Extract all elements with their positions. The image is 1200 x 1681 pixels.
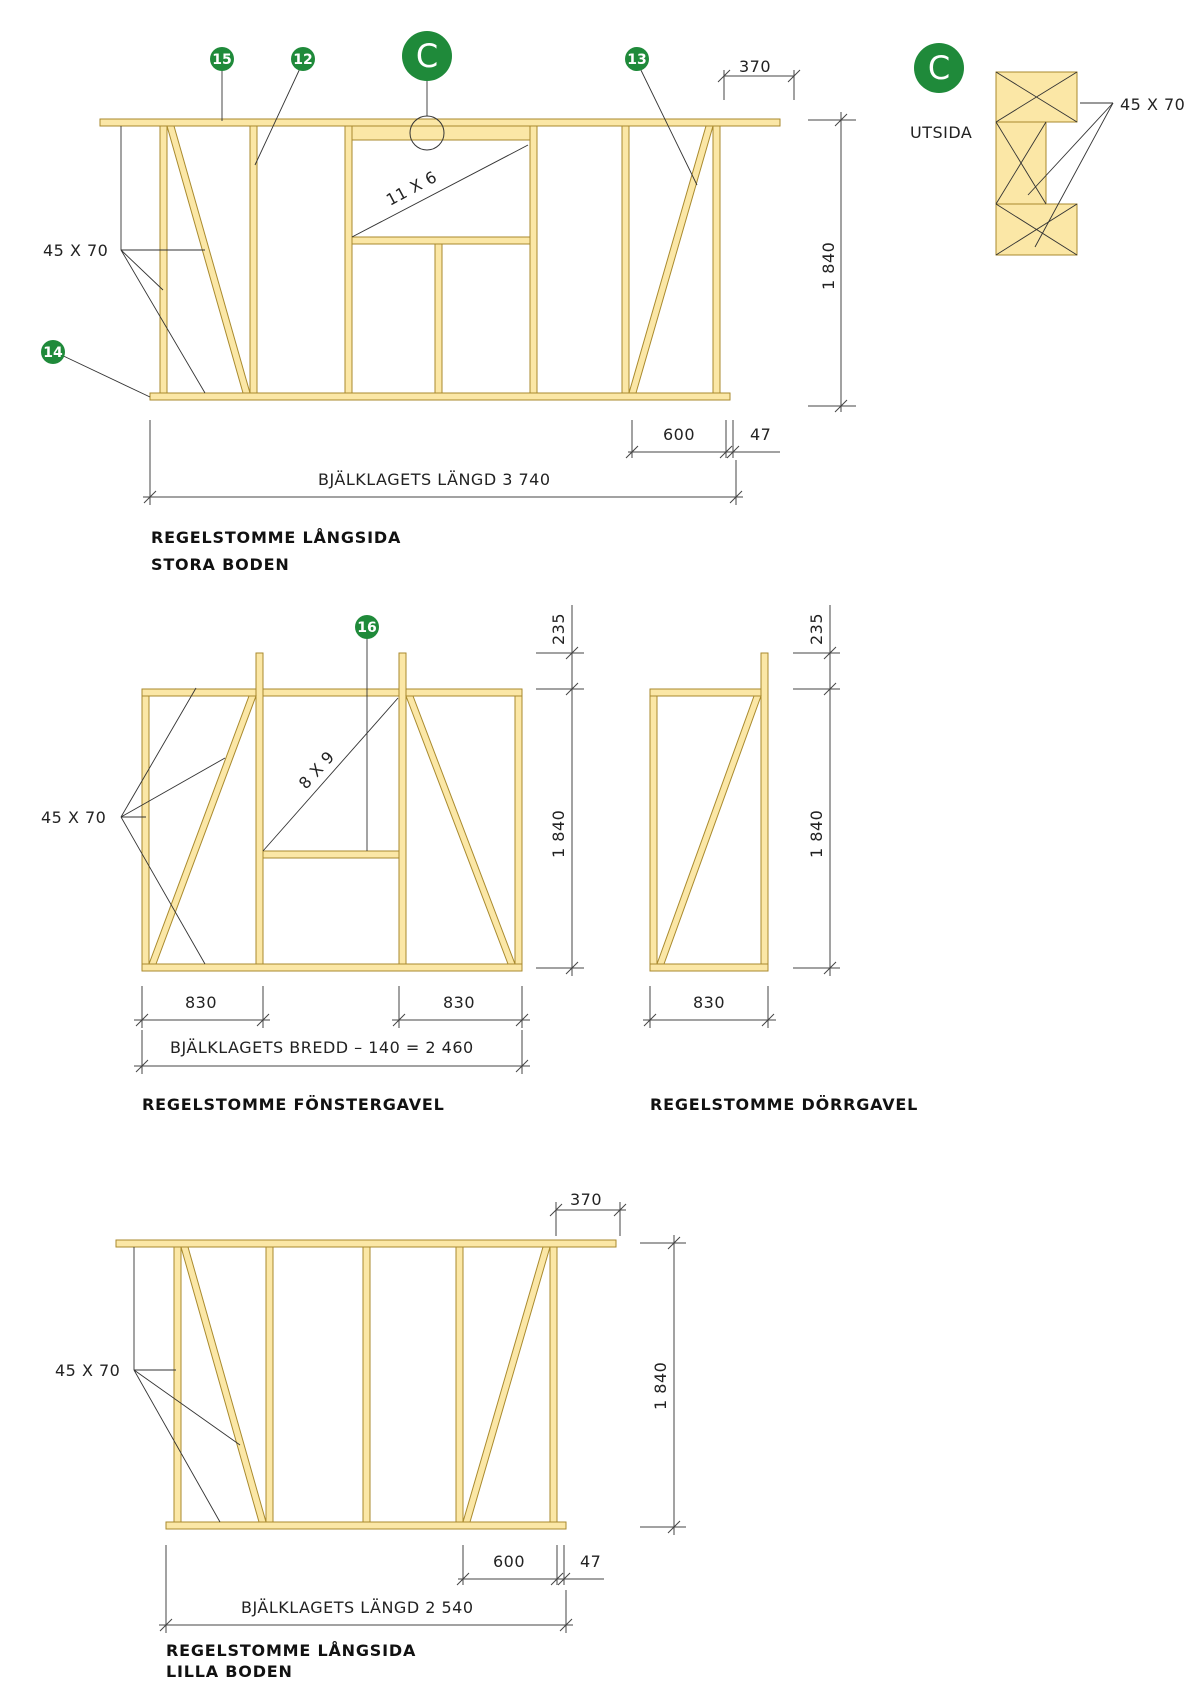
dim-47: 47 (580, 1552, 602, 1571)
bottom-plate (650, 964, 768, 971)
marker-13 (625, 47, 649, 71)
stud (515, 696, 522, 964)
dim-830-left: 830 (185, 993, 218, 1012)
caption: REGELSTOMME FÖNSTERGAVEL (142, 1095, 445, 1114)
window-sill (263, 851, 399, 858)
brace (181, 1247, 266, 1522)
wall-long-side-small (55, 1190, 686, 1681)
stud (160, 126, 167, 393)
brace (629, 126, 713, 393)
top-plate (650, 689, 768, 696)
dim-height: 1 840 (807, 809, 826, 858)
stud (530, 126, 537, 393)
detail-marker-c (914, 43, 964, 93)
dim-370: 370 (570, 1190, 603, 1209)
bottom-plate (150, 393, 730, 400)
window-diagonal (263, 698, 398, 851)
stud-tall (399, 653, 406, 964)
stud (435, 244, 442, 393)
stud (250, 126, 257, 393)
detail-c (910, 43, 1185, 255)
stud-tall (256, 653, 263, 964)
stud (266, 1247, 273, 1522)
window-size-label: 11 X 6 (382, 167, 441, 210)
marker-15 (210, 47, 234, 71)
wall-door-gable (643, 605, 918, 1114)
brace (406, 696, 515, 964)
dim-length: BJÄLKLAGETS LÄNGD 2 540 (241, 1598, 474, 1617)
caption-line2: STORA BODEN (151, 555, 290, 574)
stud (650, 696, 657, 964)
stud (550, 1247, 557, 1522)
svg-text:14: 14 (43, 345, 63, 361)
dim-600: 600 (493, 1552, 526, 1571)
svg-text:C: C (927, 49, 951, 87)
dim-370: 370 (739, 57, 772, 76)
dim-235: 235 (549, 612, 568, 645)
stud (174, 1247, 181, 1522)
dim-600: 600 (663, 425, 696, 444)
stud-tall (761, 653, 768, 964)
window-diagonal (352, 145, 528, 237)
dim-47: 47 (750, 425, 772, 444)
stud-size-label: 45 X 70 (55, 1361, 121, 1380)
dim-height: 1 840 (819, 241, 838, 290)
marker-14 (41, 340, 65, 364)
stud-size-label: 45 X 70 (43, 241, 109, 260)
stud (713, 126, 720, 393)
stud (345, 126, 352, 393)
wall-long-side-large (43, 57, 856, 574)
svg-text:12: 12 (293, 52, 313, 68)
brace (167, 126, 250, 393)
brace (149, 696, 256, 964)
dim-height: 1 840 (549, 809, 568, 858)
stud (622, 126, 629, 393)
caption-line2: LILLA BODEN (166, 1662, 293, 1681)
brace (657, 696, 761, 964)
stud (142, 696, 149, 964)
bottom-plate (142, 964, 522, 971)
dim-235: 235 (807, 612, 826, 645)
bottom-plate (166, 1522, 566, 1529)
top-plate (116, 1240, 616, 1247)
svg-text:15: 15 (212, 52, 232, 68)
stud (456, 1247, 463, 1522)
window-sill (352, 237, 530, 244)
caption: REGELSTOMME DÖRRGAVEL (650, 1095, 919, 1114)
stud (363, 1247, 370, 1522)
marker-16 (355, 615, 379, 639)
detail-size-label: 45 X 70 (1120, 95, 1186, 114)
marker-12 (291, 47, 315, 71)
caption-line1: REGELSTOMME LÅNGSIDA (166, 1641, 417, 1660)
outside-label: UTSIDA (910, 123, 973, 142)
top-plate (142, 689, 522, 696)
stud-size-label: 45 X 70 (41, 808, 107, 827)
dim-height: 1 840 (651, 1361, 670, 1410)
marker-c (402, 31, 452, 81)
svg-text:13: 13 (627, 52, 647, 68)
wall-window-gable (41, 605, 584, 1114)
dim-830: 830 (693, 993, 726, 1012)
dim-width: BJÄLKLAGETS BREDD – 140 = 2 460 (170, 1038, 474, 1057)
dim-830-right: 830 (443, 993, 476, 1012)
svg-text:C: C (415, 37, 439, 75)
dim-length: BJÄLKLAGETS LÄNGD 3 740 (318, 470, 551, 489)
window-size-label: 8 X 9 (294, 747, 339, 793)
caption-line1: REGELSTOMME LÅNGSIDA (151, 528, 402, 547)
svg-text:16: 16 (357, 620, 377, 636)
window-header (352, 126, 530, 140)
brace (463, 1247, 550, 1522)
